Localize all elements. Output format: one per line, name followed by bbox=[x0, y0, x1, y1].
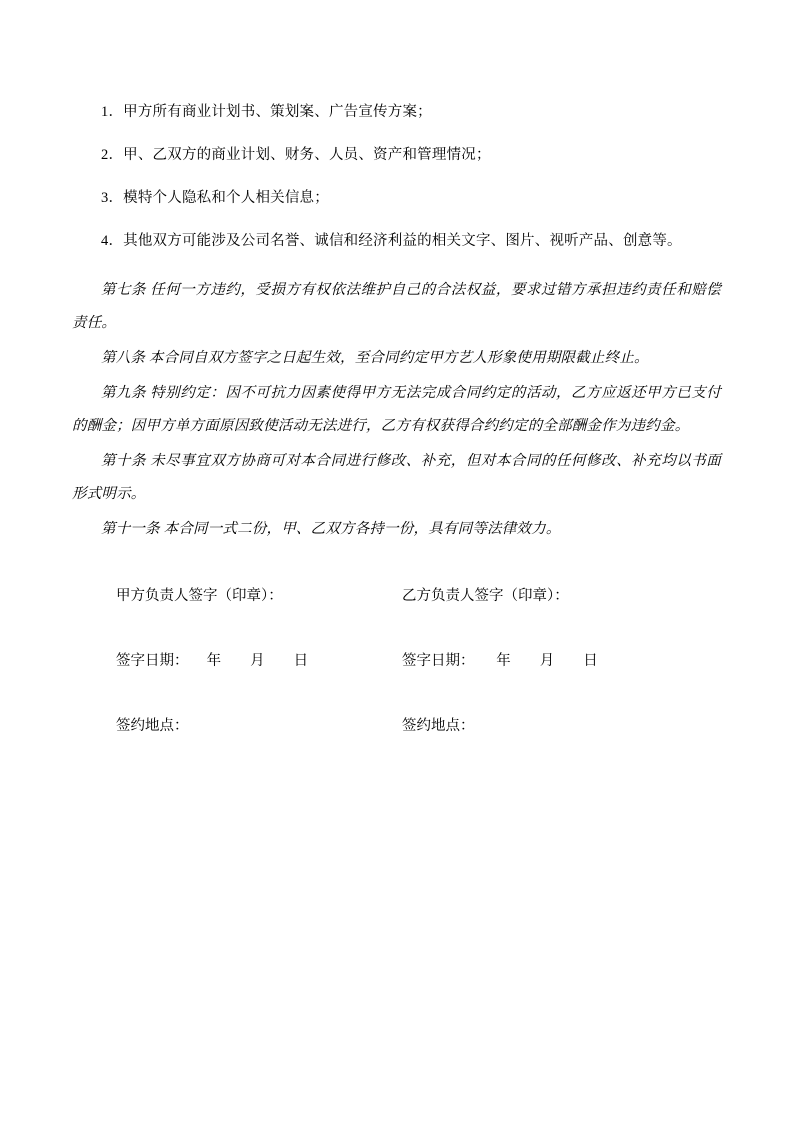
clause-8: 第八条 本合同自双方签字之日起生效，至合同约定甲方艺人形象使用期限截止终止。 bbox=[101, 350, 649, 366]
document-body bbox=[72, 96, 721, 743]
party-b-place-cell bbox=[402, 710, 475, 743]
list-item: 4．其他双方可能涉及公司名誉、诚信和经济利益的相关文字、图片、视听产品、创意等。 bbox=[101, 233, 682, 249]
clause-9: 第九条 特别约定：因不可抗力因素使得甲方无法完成合同约定的活动，乙方应返还甲方已支付的酬金；因甲方单方面原因致使活动无法进行，乙方有权获得合约约定的全部酬金作为违约金。 bbox=[72, 385, 721, 434]
party-b-date-cell bbox=[402, 645, 598, 678]
signature-block bbox=[72, 580, 721, 743]
signature-date-row bbox=[72, 645, 721, 678]
party-a-place-cell bbox=[72, 710, 402, 743]
party-a-signature-label: 甲方负责人签字（印章）： bbox=[116, 588, 283, 604]
party-a-date-label: 签字日期： 年 月 日 bbox=[116, 653, 309, 669]
signature-place-row bbox=[72, 710, 721, 743]
clause-11: 第十一条 本合同一式二份，甲、乙双方各持一份，具有同等法律效力。 bbox=[101, 521, 561, 537]
clause-10: 第十条 未尽事宜双方协商可对本合同进行修改、补充，但对本合同的任何修改、补充均以书面形式明示。 bbox=[72, 453, 721, 502]
signature-name-row bbox=[72, 580, 721, 613]
clause-7: 第七条 任何一方违约，受损方有权依法维护自己的合法权益，要求过错方承担违约责任和赔偿责任。 bbox=[72, 282, 721, 331]
list-item: 2．甲、乙双方的商业计划、财务、人员、资产和管理情况； bbox=[101, 147, 491, 163]
list-item: 1．甲方所有商业计划书、策划案、广告宣传方案； bbox=[101, 104, 432, 120]
party-b-place-label: 签约地点： bbox=[402, 718, 475, 734]
party-a-place-label: 签约地点： bbox=[116, 718, 189, 734]
list-item: 3．模特个人隐私和个人相关信息； bbox=[101, 190, 329, 206]
party-a-signature-cell bbox=[72, 580, 402, 613]
party-b-date-label: 签字日期： 年 月 日 bbox=[402, 653, 598, 669]
party-a-date-cell bbox=[72, 645, 402, 678]
party-b-signature-cell bbox=[402, 580, 569, 613]
party-b-signature-label: 乙方负责人签字（印章）： bbox=[402, 588, 569, 604]
